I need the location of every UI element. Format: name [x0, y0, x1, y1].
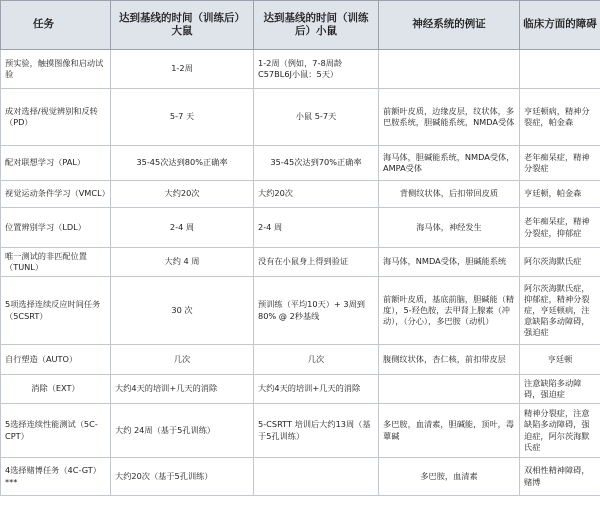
- cell-task: 配对联想学习（PAL）: [1, 146, 111, 181]
- table-row: [1, 277, 600, 345]
- cell-mouse: 1-2周（例如，7-8周龄C57BL6J小鼠：5天）: [254, 50, 379, 89]
- cell-neuro: 前额叶皮质，基底前脑，胆碱能（精度），5-羟色胺，去甲肾上腺素（冲动），（分心），多巴胺（动机）: [379, 277, 520, 345]
- cell-rat: 5-7 天: [111, 89, 254, 146]
- cell-clinical: 精神分裂症，注意缺陷多动障碍，强迫症，阿尔茨海默氏症: [520, 404, 600, 458]
- table-row: [1, 375, 600, 404]
- header-task: 任务: [1, 1, 111, 50]
- cell-neuro: 前额叶皮质，边缘皮层，纹状体，多巴胺系统，胆碱能系统，NMDA受体: [379, 89, 520, 146]
- table-row: [1, 89, 600, 146]
- cell-task: 5选择连续性能测试（5C-CPT）: [1, 404, 111, 458]
- cell-clinical: [520, 50, 600, 89]
- header-neuro: 神经系统的例证: [379, 1, 520, 50]
- cell-mouse: 5-CSRTT 培训后大约13周（基于5孔训练）: [254, 404, 379, 458]
- cell-task: 唯一测试的非匹配位置（TUNL）: [1, 248, 111, 277]
- cell-rat: 35-45次达到80%正确率: [111, 146, 254, 181]
- cell-neuro: 多巴胺，血清素，胆碱能，顶叶，毒蕈碱: [379, 404, 520, 458]
- cell-neuro: 海马体，胆碱能系统，NMDA受体，AMPA受体: [379, 146, 520, 181]
- table-row: [1, 208, 600, 248]
- cell-rat: 大约4天的培训+几天的消除: [111, 375, 254, 404]
- cell-rat: 1-2周: [111, 50, 254, 89]
- cell-neuro: 多巴胺，血清素: [379, 458, 520, 496]
- table-row: [1, 458, 600, 496]
- cell-neuro: [379, 50, 520, 89]
- table-row: [1, 248, 600, 277]
- cell-task: 视觉运动条件学习（VMCL）: [1, 181, 111, 208]
- cell-mouse: [254, 458, 379, 496]
- cell-mouse: 大约4天的培训+几天的消除: [254, 375, 379, 404]
- cell-task: 自行塑造（AUTO）: [1, 345, 111, 375]
- cell-mouse: 小鼠 5-7天: [254, 89, 379, 146]
- cell-clinical: 老年痴呆症，精神分裂症，抑郁症: [520, 208, 600, 248]
- cell-rat: 几次: [111, 345, 254, 375]
- cell-task: 预实验，触摸图像和启动试验: [1, 50, 111, 89]
- cell-task: 成对选择/视觉辨别和反转（PD）: [1, 89, 111, 146]
- header-clinical: 临床方面的障碍: [520, 1, 600, 50]
- cell-clinical: 老年痴呆症，精神分裂症: [520, 146, 600, 181]
- cell-neuro: 背侧纹状体，后扣带回皮质: [379, 181, 520, 208]
- cell-mouse: 2-4 周: [254, 208, 379, 248]
- cell-mouse: 35-45次达到70%正确率: [254, 146, 379, 181]
- cell-clinical: 亨廷顿: [520, 345, 600, 375]
- cell-task: 4选择赌博任务（4C-GT）***: [1, 458, 111, 496]
- header-row: [1, 1, 600, 50]
- cell-rat: 大约20次（基于5孔训练）: [111, 458, 254, 496]
- cell-rat: 大约20次: [111, 181, 254, 208]
- cell-mouse: 预训练（平均10天）+ 3周到80% @ 2秒基线: [254, 277, 379, 345]
- cell-task: 位置辨别学习（LDL）: [1, 208, 111, 248]
- cell-clinical: 亨廷顿病，精神分裂症，帕金森: [520, 89, 600, 146]
- cell-mouse: 大约20次: [254, 181, 379, 208]
- cell-neuro: [379, 375, 520, 404]
- header-rat-time: 达到基线的时间（训练后）大鼠: [111, 1, 254, 50]
- cell-rat: 大约 4 周: [111, 248, 254, 277]
- cell-clinical: 双相性精神障碍，赌博: [520, 458, 600, 496]
- cell-mouse: 没有在小鼠身上得到验证: [254, 248, 379, 277]
- table-row: [1, 345, 600, 375]
- table-row: [1, 181, 600, 208]
- cell-rat: 30 次: [111, 277, 254, 345]
- cell-rat: 2-4 周: [111, 208, 254, 248]
- table-row: [1, 404, 600, 458]
- header-mouse-time: 达到基线的时间（训练后）小鼠: [254, 1, 379, 50]
- table-row: [1, 146, 600, 181]
- cell-rat: 大约 24周（基于5孔训练）: [111, 404, 254, 458]
- cell-clinical: 注意缺陷多动障碍，强迫症: [520, 375, 600, 404]
- cell-task: 5项选择连续反应时间任务（5CSRT）: [1, 277, 111, 345]
- table-row: [1, 50, 600, 89]
- cell-clinical: 亨廷顿，帕金森: [520, 181, 600, 208]
- cell-mouse: 几次: [254, 345, 379, 375]
- cell-neuro: 海马体，NMDA受体，胆碱能系统: [379, 248, 520, 277]
- cell-clinical: 阿尔茨海默氏症: [520, 248, 600, 277]
- cell-neuro: 海马体，神经发生: [379, 208, 520, 248]
- cell-task: 消除（EXT）: [1, 375, 111, 404]
- cell-neuro: 腹侧纹状体，杏仁核，前扣带皮层: [379, 345, 520, 375]
- cell-clinical: 阿尔茨海默氏症，抑郁症，精神分裂症，亨廷顿病，注意缺陷多动障碍，强迫症: [520, 277, 600, 345]
